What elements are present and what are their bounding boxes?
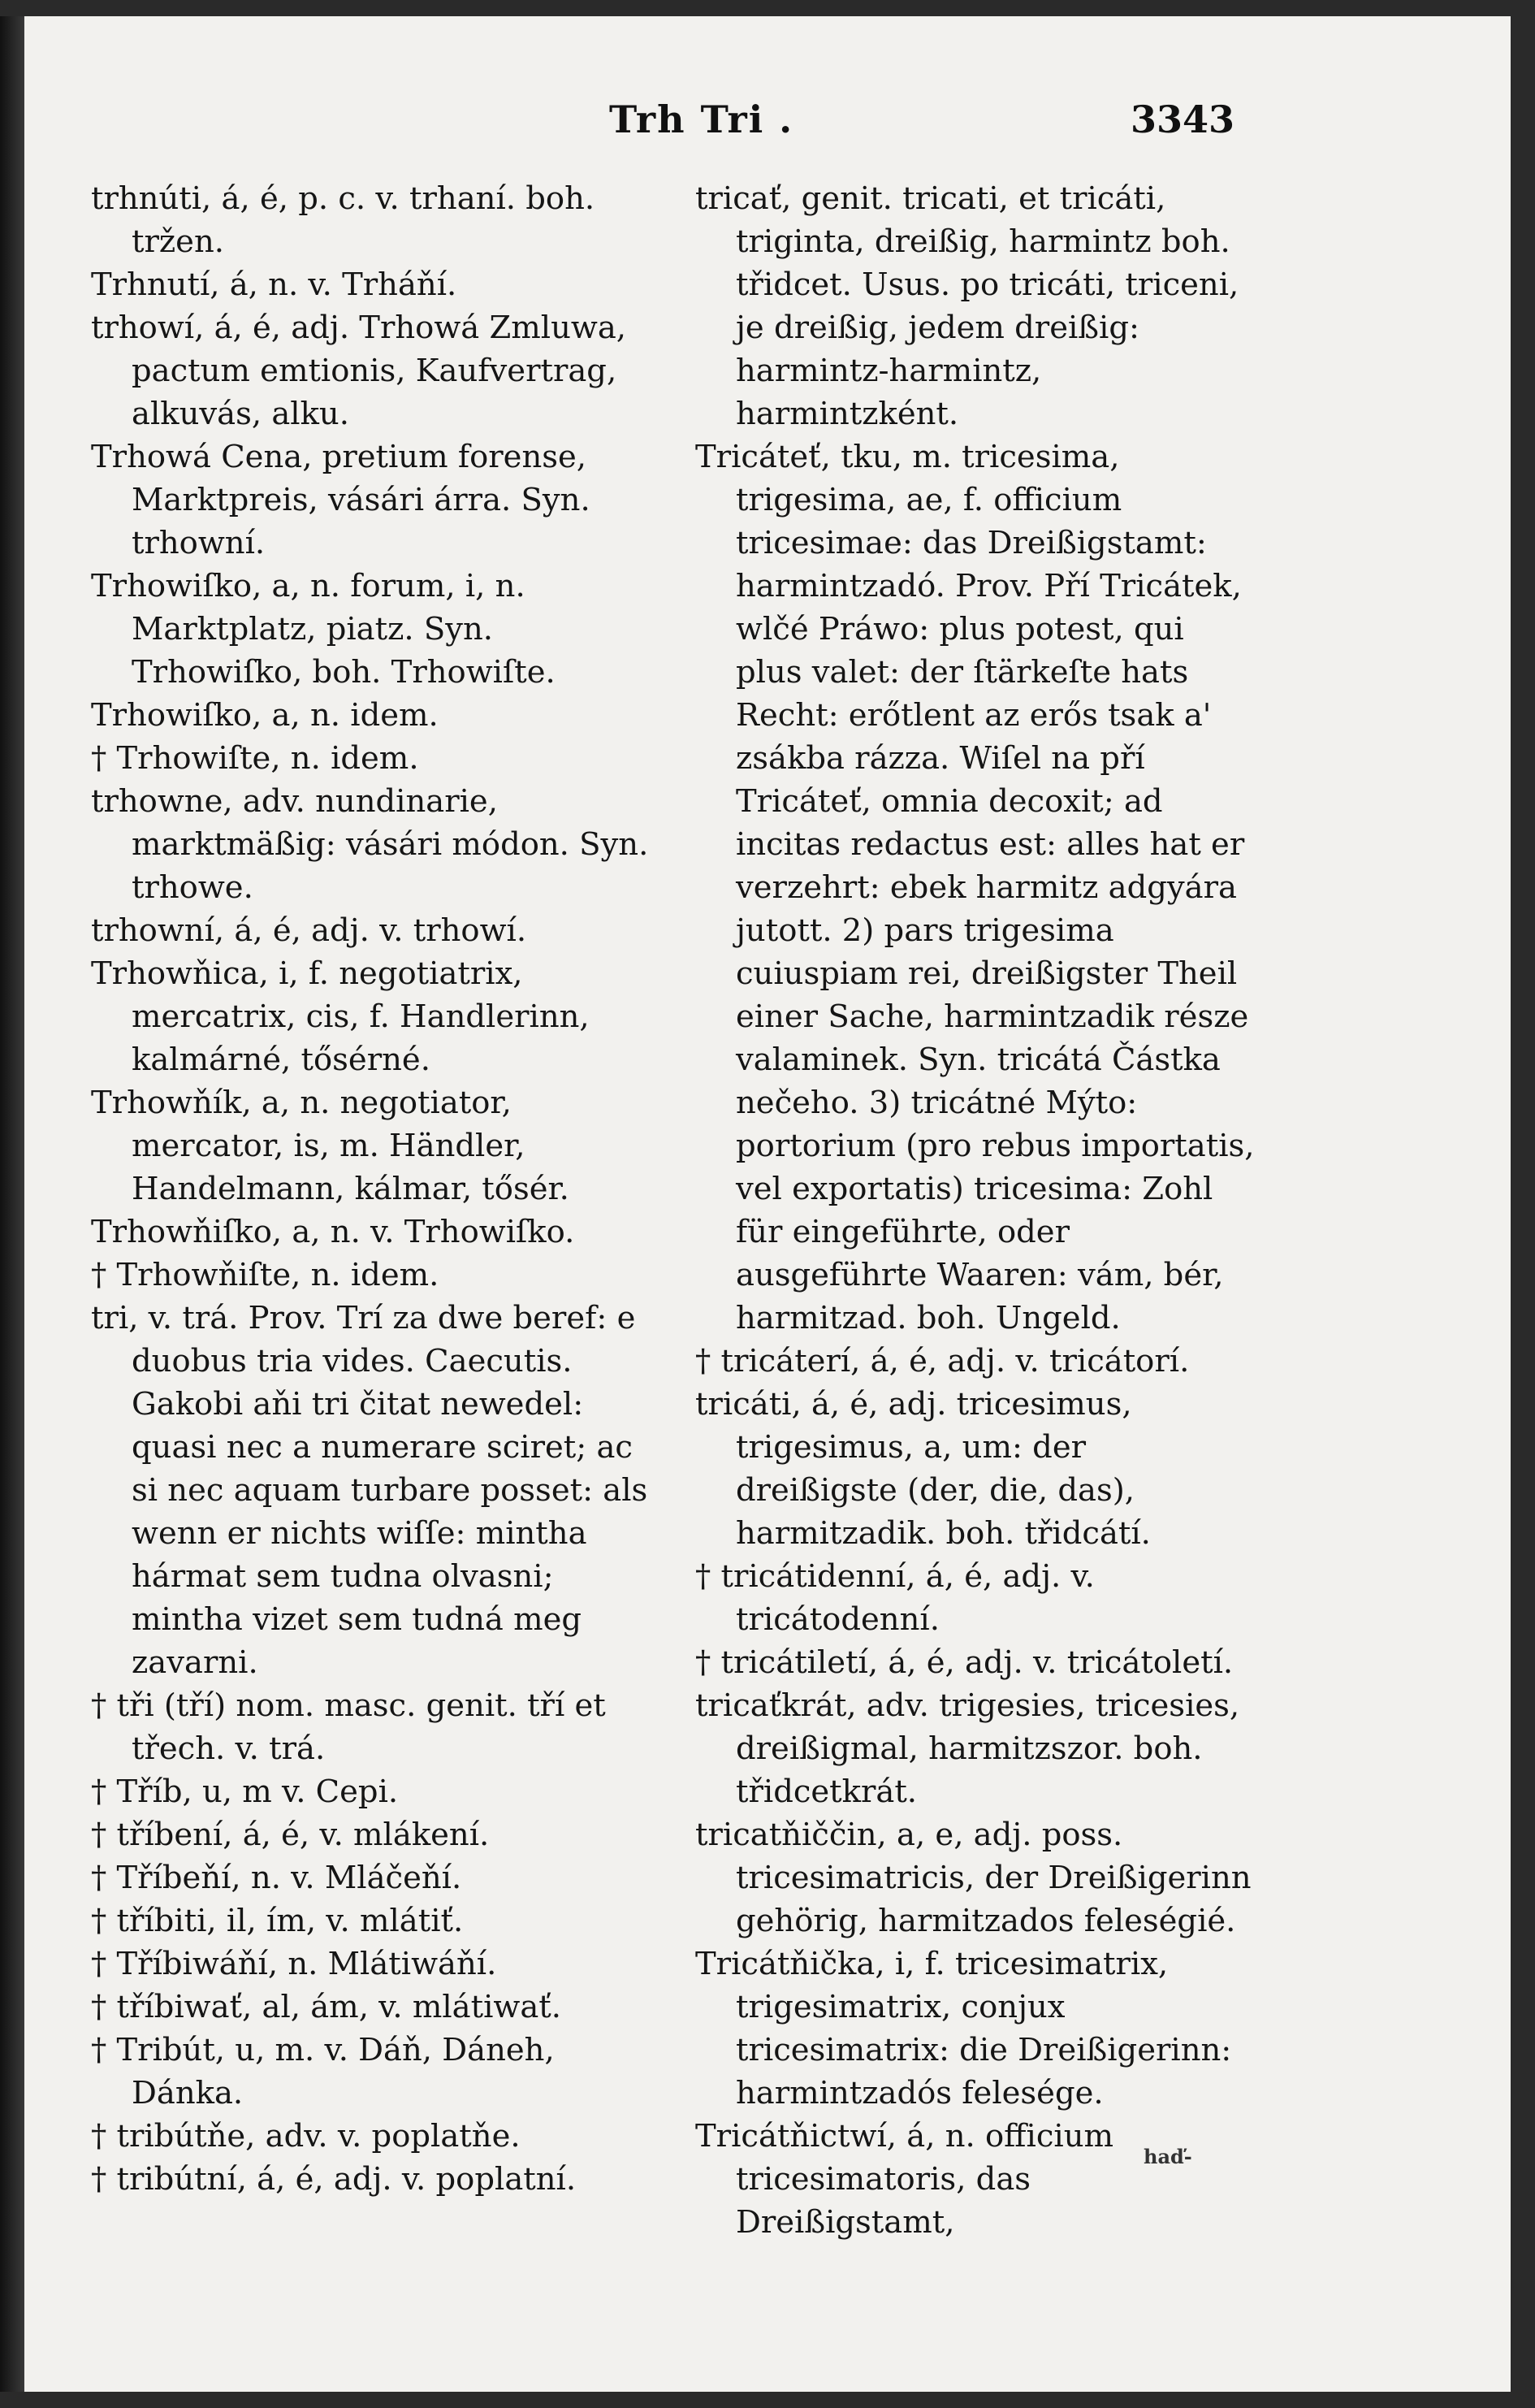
dictionary-entry: trhowní, á, é, adj. v. trhowí.	[91, 912, 527, 949]
left-column	[91, 177, 651, 2201]
dictionary-entry: † tricátidenní, á, é, adj. v. tricátodenní.	[695, 1558, 1095, 1638]
dictionary-entry: tri, v. trá. Prov. Trí za dwe beref: e duobus tria vides. Caecutis. Gakobi aňi tri čitat newedel: quasi nec a numerare sciret; ac si nec aquam turbare posset: als wenn er nichts wiſſe: mintha hármat sem tudna olvasni; mintha vizet sem tudná meg zavarni.	[91, 1300, 648, 1681]
dictionary-entry: tricať, genit. tricati, et tricáti, triginta, dreißig, harmintz boh. třidcet. Usus. po tricáti, triceni, je dreißig, jedem dreißig: harmintz-harmintz, harmintzként.	[695, 180, 1239, 432]
dictionary-entry: Trhowňica, i, f. negotiatrix, mercatrix, cis, f. Handlerinn, kalmárné, tősérné.	[91, 955, 590, 1078]
dictionary-entry: Tricátňička, i, f. tricesimatrix, trigesimatrix, conjux tricesimatrix: die Dreißigerinn: harmintzadós felesége.	[695, 1946, 1232, 2111]
dictionary-entry: † tribútňe, adv. v. poplatňe.	[91, 2118, 521, 2155]
dictionary-entry: † tříbiti, il, ím, v. mlátiť.	[91, 1903, 464, 1939]
dictionary-entry: trhowí, á, é, adj. Trhowá Zmluwa, pactum emtionis, Kaufvertrag, alkuvás, alku.	[91, 310, 627, 432]
dictionary-entry: † Tříbeňí, n. v. Mláčeňí.	[91, 1860, 462, 1896]
dictionary-entry: Tricátňictwí, á, n. officium tricesimatoris, das Dreißigstamt,	[695, 2118, 1113, 2241]
dictionary-entry: tricáti, á, é, adj. tricesimus, trigesimus, a, um: der dreißigste (der, die, das), harmitzadik. boh. třidcátí.	[695, 1386, 1151, 1552]
dictionary-entry: † Tříbiwáňí, n. Mlátiwáňí.	[91, 1946, 497, 1982]
dictionary-entry: † Tribút, u, m. v. Dáň, Dáneh, Dánka.	[91, 2032, 555, 2111]
dictionary-entry: † tricáterí, á, é, adj. v. tricátorí.	[695, 1343, 1190, 1379]
dictionary-entry: trhnúti, á, é, p. c. v. trhaní. boh. tržen.	[91, 180, 595, 260]
dictionary-entry: tricatňiččin, a, e, adj. poss. tricesimatricis, der Dreißigerinn gehörig, harmitzados feleségié.	[695, 1817, 1252, 1939]
right-column	[695, 177, 1256, 2244]
dictionary-entry: tricaťkrát, adv. trigesies, tricesies, dreißigmal, harmitzszor. boh. třidcetkrát.	[695, 1687, 1240, 1810]
page-number: 3343	[1130, 97, 1234, 141]
dictionary-entry: † Trhowiſte, n. idem.	[91, 740, 419, 777]
book-page	[24, 16, 1511, 2392]
dictionary-entry: Trhowňiſko, a, n. v. Trhowiſko.	[91, 1214, 575, 1250]
dictionary-entry: † tříbiwať, al, ám, v. mlátiwať.	[91, 1989, 562, 2025]
dictionary-entry: † Tříb, u, m v. Cepi.	[91, 1774, 399, 1810]
running-head: Trh Tri .	[609, 97, 794, 141]
catchword: haď-	[1144, 2145, 1192, 2168]
dictionary-entry: Trhowňík, a, n. negotiator, mercator, is, m. Händler, Handelmann, kálmar, tősér.	[91, 1085, 569, 1207]
dictionary-entry: Trhowiſko, a, n. idem.	[91, 697, 439, 734]
dictionary-entry: † Trhowňiſte, n. idem.	[91, 1257, 439, 1293]
dictionary-entry: Trhowá Cena, pretium forense, Marktpreis, vásári árra. Syn. trhowní.	[91, 439, 590, 561]
dictionary-entry: † tři (tří) nom. masc. genit. tří et třech. v. trá.	[91, 1687, 606, 1767]
dictionary-entry: † tribútní, á, é, adj. v. poplatní.	[91, 2161, 577, 2198]
dictionary-entry: trhowne, adv. nundinarie, marktmäßig: vásári módon. Syn. trhowe.	[91, 783, 649, 906]
dictionary-entry: Tricáteť, tku, m. tricesima, trigesima, ae, f. officium tricesimae: das Dreißigstamt: harmintzadó. Prov. Pří Tricátek, wlčé Práwo: plus potest, qui plus valet: der ſtärkeſte hats Recht: erőtlent az erős tsak a' zsákba rázza. Wiſel na pří Tricáteť, omnia decoxit; ad incitas redactus est: alles hat er verzehrt: ebek harmitz adgyára jutott. 2) pars trigesima cuiuspiam rei, dreißigster Theil einer Sache, harmintzadik része valaminek. Syn. tricátá Částka nečeho. 3) tricátné Mýto: portorium (pro rebus importatis, vel exportatis) tricesima: Zohl für eingeführte, oder ausgeführte Waaren: vám, bér, harmitzad. boh. Ungeld.	[695, 439, 1255, 1336]
dictionary-entry: † tricátiletí, á, é, adj. v. tricátoletí.	[695, 1644, 1234, 1681]
dictionary-entry: Trhowiſko, a, n. forum, i, n. Marktplatz, piatz. Syn. Trhowiſko, boh. Trhowiſte.	[91, 568, 556, 691]
page-header	[24, 97, 1511, 162]
page-edge	[0, 16, 24, 2392]
dictionary-entry: Trhnutí, á, n. v. Trháňí.	[91, 266, 457, 303]
dictionary-entry: † tříbení, á, é, v. mlákení.	[91, 1817, 490, 1853]
